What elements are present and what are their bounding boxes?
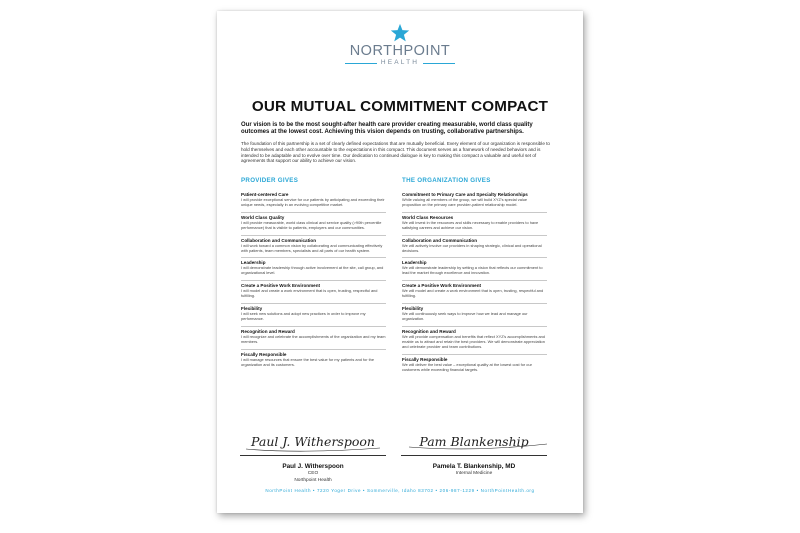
signature-physician [399, 425, 549, 455]
logo-rule-left [345, 63, 377, 64]
provider-column [241, 177, 386, 372]
organization-item: Flexibility We will continuously seek ways to improve how we lead and manage our organization. [402, 304, 547, 327]
document-title: OUR MUTUAL COMMITMENT COMPACT [251, 98, 549, 115]
vision-statement: Our vision is to be the most sought-after health care provider creating measurable, world class quality outcomes at the lowest cost. Achieving this vision depends on trusting, collaborative partnerships. [241, 122, 533, 136]
signer-name: Pamela T. Blankenship, MD [432, 462, 516, 470]
provider-item: World Class Quality I will provide measurable, world class clinical and service quality (>90th percentile performance) that is visible to patients, employers and our communities. [241, 213, 386, 236]
footer-contact: NorthPoint Health • 7220 Yoger Drive • Sommerville, Idaho 83702 • 206-987-1229 • NorthPointHealth.org [265, 488, 535, 493]
star-logo-icon [390, 23, 410, 43]
provider-item: Recognition and Reward I will recognize and celebrate the accomplishments of the organization and my team members. [241, 327, 386, 350]
organization-item: Fiscally Responsible We will deliver the best value – exceptional quality at the lowest cost for our customers while exceeding financial targets. [402, 356, 532, 372]
organization-heading: THE ORGANIZATION GIVES [402, 177, 491, 184]
logo-rule-right [423, 63, 455, 64]
logo [217, 23, 583, 67]
signature-block-physician [399, 425, 549, 477]
organization-item: Commitment to Primary Care and Specialty Relationships While valuing all members of the group, we will build XYZ's special value proposition on the primary care provider-patient relationship model. [402, 190, 547, 213]
brand-sub: HEALTH [380, 59, 420, 66]
document-page [217, 11, 583, 513]
provider-heading: PROVIDER GIVES [241, 177, 299, 184]
brand-name: NORTHPOINT [349, 43, 451, 59]
signature-line [240, 455, 386, 456]
svg-text:Pam Blankenship: Pam Blankenship [419, 434, 529, 449]
organization-item: World Class Resources We will invest in the resources and skills necessary to enable providers to have satisfying careers and achieve our vision. [402, 213, 547, 236]
provider-item: Leadership I will demonstrate leadership through active involvement at the site, call group, and organizational level. [241, 258, 386, 281]
signer-name: Paul J. Witherspoon [282, 462, 344, 470]
organization-item: Recognition and Reward We will provide compensation and benefits that reflect XYZ's accomplishments and enable us to attract and retain the best providers. We will demonstrate appreciation and celebrate provider and team contributions. [402, 327, 547, 355]
provider-item: Patient-centered Care I will provide exceptional service for our patients by anticipating and exceeding their unique needs, especially in an evolving competitive market. [241, 190, 386, 213]
organization-item: Create a Positive Work Environment We will model and create a work environment that is open, trusting, respectful and fulfilling. [402, 281, 547, 304]
signer-role: CEO [307, 470, 319, 476]
signer-role: Internal Medicine [455, 470, 493, 476]
provider-item: Create a Positive Work Environment I will model and create a work environment that is open, trusting, respectful and fulfilling. [241, 281, 386, 304]
organization-item: Leadership We will demonstrate leadership by setting a vision that reflects our commitment to lead the market through excellence and innovation. [402, 258, 547, 281]
signature-ceo [238, 425, 388, 455]
signer-org: Northpoint Health [294, 477, 332, 483]
signature-line [401, 455, 547, 456]
provider-item: Fiscally Responsible I will manage resources that ensure the best value for my patients and for the organization and its customers. [241, 351, 375, 367]
foundation-paragraph: The foundation of this partnership is a set of clearly defined expectations that are mutually beneficial. Every element of our organization is responsible to hold themselves and each other accountable to the expectations in this compact. This document serves as a framework of needed behaviors and is intended to be adaptable and to evolve over time. Our dedication to continued dialogue is key to making this compact a valuable and useful set of agreements that support our ability to achieve our vision. [241, 141, 550, 164]
provider-item: Flexibility I will seek new solutions and adopt new practices in order to improve my performance. [241, 304, 386, 327]
signature-block-ceo [238, 425, 388, 484]
organization-column [402, 177, 547, 376]
svg-text:Paul J. Witherspoon: Paul J. Witherspoon [251, 434, 375, 449]
provider-item: Collaboration and Communication I will work toward a common vision by collaborating and communicating effectively with patients, team members, specialists and all parts of our health system. [241, 236, 386, 259]
organization-item: Collaboration and Communication We will actively involve our providers in shaping strategic, clinical and operational decisions. [402, 236, 547, 259]
